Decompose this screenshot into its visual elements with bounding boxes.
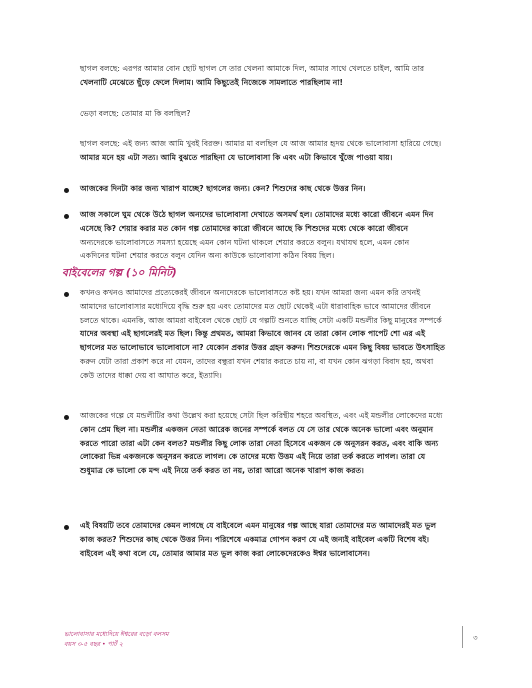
footer-divider (462, 626, 463, 648)
bullet-morning-story: আজ সকালে ঘুম থেকে উঠে ছাগল অন্যদের ভালোবাসা দেখাতে অসমর্থ হল। তোমাদের মধ্যে কারো জীবনে এমন দিন এসেছে কি? শেয়ার করার মত কোন গল্প তোমাদের কারো জীবনে আছে কি শিশুদের মধ্যে থেকে কারো জীবনে অন্যদেরকে ভালোবাসতে সমস্যা হয়েছে এমন কোন ঘটনা থাকলে শেয়ার করতে বলুন। যথাযথ হলে, এমন কোন একদিনের ঘটনা শেয়ার করতে বলুন যেদিন অন্য কাউকে ভালোবাসা কঠিন বিষয় ছিল। (80, 210, 434, 261)
page-number: ৩ (473, 634, 478, 642)
bullet-icon (64, 188, 69, 193)
bullet-loving-others: কখনও কখনও আমাদের প্রত্যেকেরই জীবনে অন্যদেরকে ভালোবাসতে কষ্ট হয়। যখন আমরা জন্য এমন করি তখনই আমাদের ভালোবাসার মধ্যেদিয়ে বৃদ্ধি শুরু হয় এবং তোমাদের মত ছোট থেকেই এটা ধারাবাহিক ভাবে আমাদের জীবনে চলতে থাকে। এমনকি, আজ আমরা বাইবেল থেকে ছোট যে গল্পটি শুনতে যাচ্ছি সেটা একটি মন্ডলীর কিছু মানুষের সম্পর্কে যাদের অবস্থা এই ছাগলেরই মত ছিল। কিন্তু প্রথমত, আমরা কিভাবে জানব যে তারা কোন লোক পাপেট শো এর এই ছাগলের মত ভালোভাবে ভালোবাসে না? যেকোন প্রকার উত্তর গ্রহন করুন। শিশুদেরকে এমন কিছু বিষয় ভাবতে উৎসাহিত করুন যেটা তারা প্রকাশ করে না যেমন, তাদের বন্ধুরা যখন শেয়ার করতে চায় না, বা যখন কোন ঝগড়া বিবাদ হয়, অথবা কেউ তাদের ধাক্কা দেয় বা আঘাত করে, ইত্যাদি। (80, 288, 445, 380)
bullet-icon (64, 214, 69, 219)
bullet-icon (64, 292, 69, 297)
bullet-corinth-church: আজকের গল্পে যে মন্ডলীটির কথা উল্লেখ করা হয়েছে সেটা ছিল করিন্থীয় শহরে অবস্থিত, এবং এই মন্ডলীর লোকেদের মধ্যে কোন প্রেম ছিল না। মন্ডলীর একজন নেতা আরেক জনের সম্পর্কে বলত যে সে তার থেকে অনেক ভালো এবং অনুমান করতে পারো তারা এটা কেন বলত? মন্ডলীর কিছু লোক তারা নেতা হিসেবে একজন কে অনুসরন করত, এবং বাকি অন্য লোকেরা ভিন্ন একজনকে অনুসরন করতে লাগল। কে তাদের মধ্যে উত্তম এই নিয়ে তারা তর্ক করতে লাগল। তারা যে শুধুমাত্র কে ভালো কে মন্দ এই নিয়ে তর্ক করত তা নয়, তারা আরো অনেক খারাপ কাজ করত। (80, 411, 443, 476)
footer-title: ভালোবাসার মধ্যেদিয়ে ঈশ্বরের বড়ো বলসম বয়স ৩-৫ বছর • পার্ট ২ (64, 631, 169, 648)
bullet-icon (64, 525, 69, 530)
paragraph-goat-sister: ছাগল বলছে: এরপর আমার বোন ছোট ছাগল সে তার খেলনা আমাকে দিল, আমার সাথে খেলতে চাইল, আমি তার খেলনাটি মেঝেতে ছুঁড়ে ফেলে দিলাম। আমি কিছুতেই নিজেকে সামলাতে পারছিলাম না! (80, 64, 425, 87)
paragraph-goat-upset: ছাগল বলছে: এই জন্য আজ আমি খুবই বিরক্ত। আমার মা বলছিল যে আজ আমার হৃদয় থেকে ভালোবাসা হারিয়ে গেছে। আমার মনে হয় এটা সত্য। আমি বুঝতে পারছিনা যে ভালোবাসা কি এবং এটা কিভাবে খুঁজে পাওয়া যায়। (80, 139, 442, 162)
bullet-bad-day: আজকের দিনটা কার জন্য খারাপ যাচ্ছে? ছাগলের জন্য। কেন? শিশুদের কাছ থেকে উত্তর নিন। (80, 184, 366, 193)
bullet-icon (64, 415, 69, 420)
section-title-bible-story: বাইবেলের গল্প (১০ মিনিট) (62, 267, 177, 279)
paragraph-sheep-question: ভেড়া বলছে: তোমার মা কি বলছিল? (80, 109, 191, 118)
bullet-bible-special: এই বিষয়টি তবে তোমাদের কেমন লাগছে যে বাইবেলে এমন মানুষের গল্প আছে যারা তোমাদের মত আমাদেরই মত ভুল কাজ করত? শিশুদের কাছ থেকে উত্তর নিন। পরিশেষে একমাত্র গোপন করণ যে এই জন্যই বাইবেল একটি বিশেষ বই। বাইবেল এই কথা বলে যে, তোমার আমার মত ভুল কাজ করা লোকেদেরকেও ঈশ্বর ভালোবাসেন। (80, 521, 437, 558)
